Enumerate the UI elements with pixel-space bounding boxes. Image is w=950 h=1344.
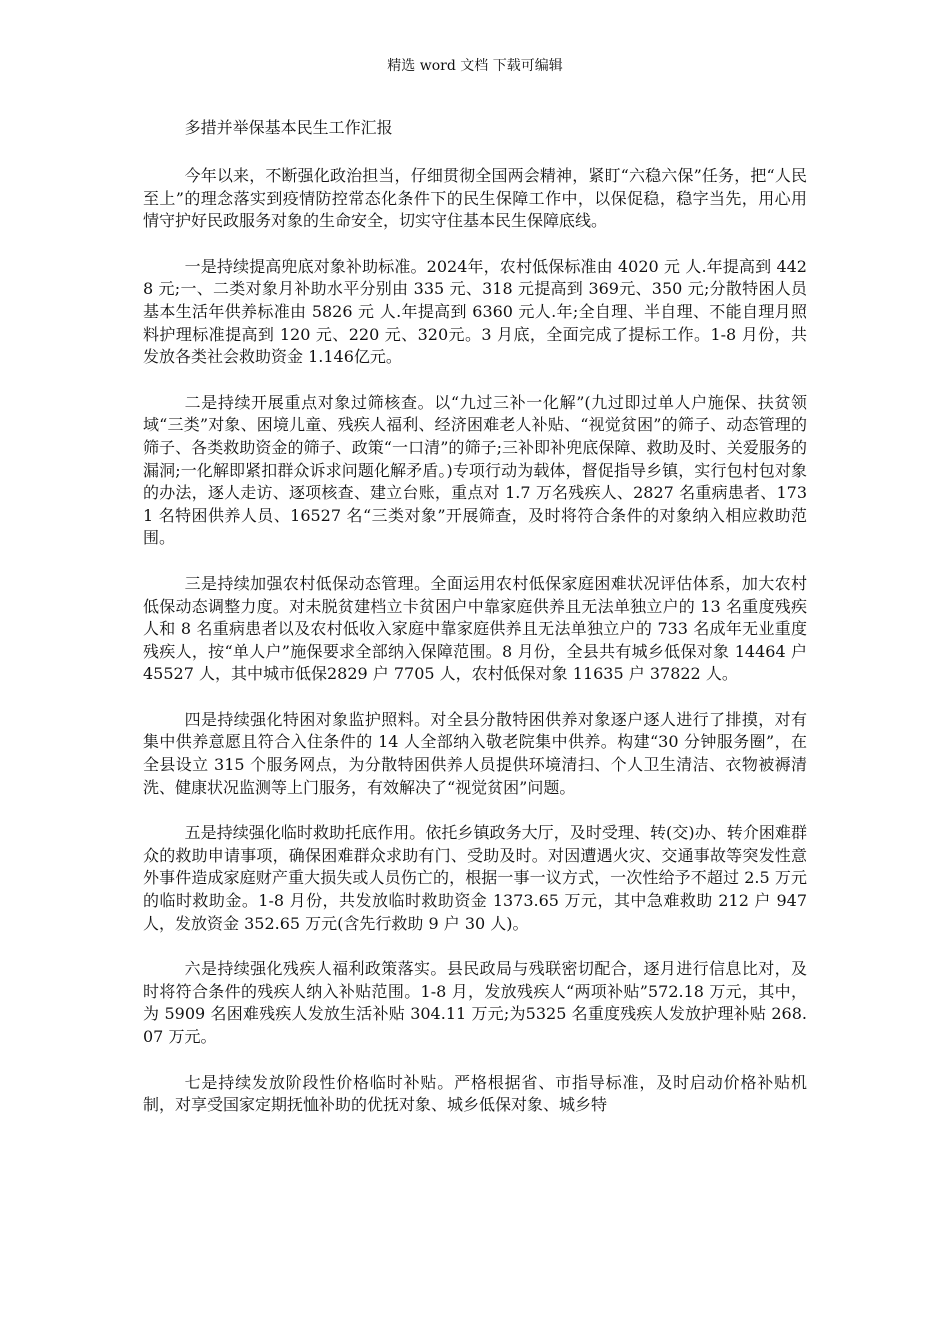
section-1-paragraph: 一是持续提高兜底对象补助标准。2024年，农村低保标准由 4020 元 人.年提高到 4428 元;一、二类对象月补助水平分别由 335 元、318 元提高到 369元、350 元;分散特困人员基本生活年供养标准由 5826 元 人.年提高到 6360 元人.年;全自理、半自理、不能自理月照料护理标准提高到 120 元、220 元、320元。3 月底，全面完成了提标工作。1-8 月份，共发放各类社会救助资金 1.146亿元。 [143, 256, 807, 367]
section-3-paragraph: 三是持续加强农村低保动态管理。全面运用农村低保家庭困难状况评估体系，加大农村低保动态调整力度。对未脱贫建档立卡贫困户中靠家庭供养且无法单独立户的 13 名重度残疾人和 8 名重病患者以及农村低收入家庭中靠家庭供养且无法单独立户的 733 名成年无业重度残疾人，按“单人户”施保要求全部纳入保障范围。8 月份，全县共有城乡低保对象 14464 户 45527 人，其中城市低保2829 户 7705 人，农村低保对象 11635 户 37822 人。 [143, 573, 807, 684]
intro-paragraph: 今年以来，不断强化政治担当，仔细贯彻全国两会精神，紧盯“六稳六保”任务，把“人民至上”的理念落实到疫情防控常态化条件下的民生保障工作中，以保促稳，稳字当先，用心用情守护好民政服务对象的生命安全，切实守住基本民生保障底线。 [143, 166, 807, 231]
document-body [143, 117, 807, 1140]
section-7-paragraph: 七是持续发放阶段性价格临时补贴。严格根据省、市指导标准，及时启动价格补贴机制，对享受国家定期抚恤补助的优抚对象、城乡低保对象、城乡特 [143, 1072, 807, 1115]
section-6-paragraph: 六是持续强化残疾人福利政策落实。县民政局与残联密切配合，逐月进行信息比对，及时将符合条件的残疾人纳入补贴范围。1-8 月，发放残疾人“两项补贴”572.18 万元，其中，为 5909 名困难残疾人发放生活补贴 304.11 万元;为5325 名重度残疾人发放护理补贴 268.07 万元。 [143, 959, 807, 1046]
document-title: 多措并举保基本民生工作汇报 [184, 118, 393, 137]
section-4-paragraph: 四是持续强化特困对象监护照料。对全县分散特困供养对象逐户逐人进行了排摸，对有集中供养意愿且符合入住条件的 14 人全部纳入敬老院集中供养。构建“30 分钟服务圈”，在全县设立 315 个服务网点，为分散特困供养人员提供环境清扫、个人卫生清洁、衣物被褥清洗、健康状况监测等上门服务，有效解决了“视觉贫困”问题。 [143, 709, 807, 797]
section-5-paragraph: 五是持续强化临时救助托底作用。依托乡镇政务大厅，及时受理、转(交)办、转介困难群众的救助申请事项，确保困难群众求助有门、受助及时。对因遭遇火灾、交通事故等突发性意外事件造成家庭财产重大损失或人员伤亡的，根据一事一议方式，一次性给予不超过 2.5 万元的临时救助金。1-8 月份，共发放临时救助资金 1373.65 万元，其中急难救助 212 户 947 人，发放资金 352.65 万元(含先行救助 9 户 30 人)。 [143, 823, 807, 933]
section-2-paragraph: 二是持续开展重点对象过筛核查。以“九过三补一化解”(九过即过单人户施保、扶贫领域“三类”对象、困境儿童、残疾人福利、经济困难老人补贴、“视觉贫困”的筛子、动态管理的筛子、各类救助资金的筛子、政策“一口清”的筛子;三补即补兜底保障、救助及时、关爱服务的漏洞;一化解即紧扣群众诉求问题化解矛盾。)专项行动为载体，督促指导乡镇，实行包村包对象的办法，逐人走访、逐项核查、建立台账，重点对 1.7 万名残疾人、2827 名重病患者、1731 名特困供养人员、16527 名“三类对象”开展筛查，及时将符合条件的对象纳入相应救助范围。 [143, 392, 807, 548]
page-header: 精选 word 文档 下载可编辑 [387, 58, 563, 74]
